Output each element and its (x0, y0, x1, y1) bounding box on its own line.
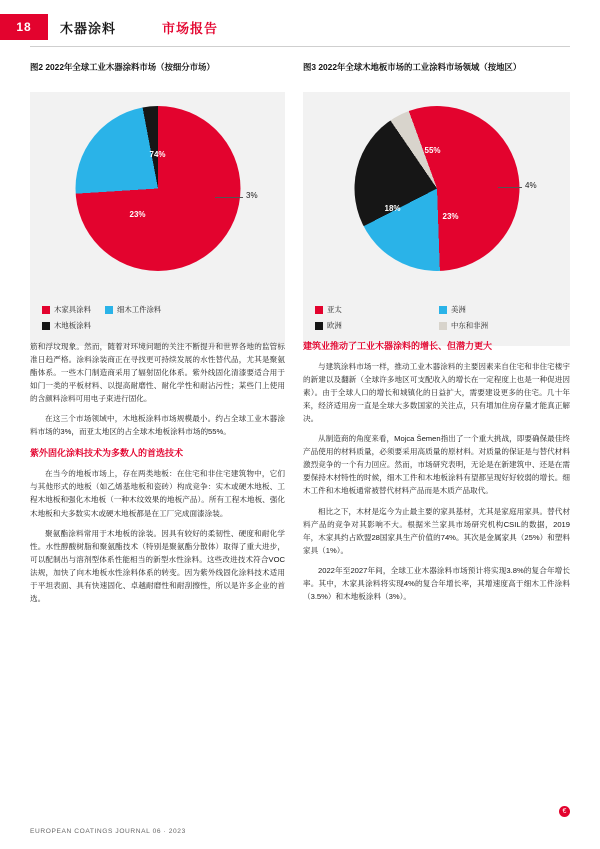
left-subheading: 紫外固化涂料技术为多数人的首选技术 (30, 448, 184, 459)
paragraph: 与建筑涂料市场一样，推动工业木器涂料的主要因素来自住宅和非住宅楼宇的新建以及翻新（全球许多地区可支配收入的增长在一定程度上也是一种促进因素）。由于全球人口的增长和城镇化的日益扩大，需要建设更多的住宅。几十年来，经济适用房一直是全球大多数国家的关注点，只有增加住房存量才能真正解决。 (303, 362, 570, 424)
left-text-column (30, 340, 285, 612)
legend-swatch-icon (105, 306, 113, 314)
figure-3-callout-line (498, 187, 522, 188)
figure-3-caption: 图3 2022年全球木地板市场的工业涂料市场领域（按地区） (303, 62, 522, 72)
figure-3-pie-holder (303, 92, 570, 282)
footer-marker-icon: € (559, 806, 570, 817)
figure-2-caption: 图2 2022年全球工业木器涂料市场（按细分市场） (30, 62, 215, 72)
legend-swatch-icon (315, 306, 323, 314)
paragraph: 从制造商的角度来看，Mojca Šemen指出了一个重大挑战，即要确保最佳终产品使用的材料质量，必须要采用高质量的原材料。对质量的保证是与替代材料激烈竞争的一个有力回应。然而，市场研究表明，无论是在新建筑中、还是在需要保持木材特性的时候，细木工件和木地板涂料有望都呈现好好较弱的增长。细木工件和木地板通常被替代材料产品而是木质产品取代。 (303, 434, 570, 496)
page-header (0, 14, 600, 40)
legend-item (315, 320, 425, 331)
page-number: 18 (0, 14, 48, 40)
figure-3-pie (331, 83, 542, 294)
figure-2 (30, 62, 285, 346)
paragraph: 在这三个市场领域中，木地板涂料市场规模最小。约占全球工业木器涂料市场的3%，而亚太地区的占全球木地板涂料市场的55%。 (30, 414, 285, 437)
legend-label: 美洲 (451, 305, 466, 314)
figure-2-slice-label-1: 74% (149, 150, 166, 159)
figure-3-slice-label-3: 23% (442, 212, 459, 221)
legend-item (42, 320, 91, 331)
paragraph: 2022年至2027年间，全球工业木器涂料市场预计将实现3.8%的复合年增长率。其中，木家具涂料将实现4%的复合年增长率，其增速度高于细木工件涂料（3.5%）和木地板涂料（3%）。 (303, 565, 570, 601)
paragraph: 聚氨酯涂料常用于木地板的涂装。因具有较好的柔韧性、硬度和耐化学性。水性醇酸树脂和聚氨酯技术（特别是聚氨酯分散体）取得了重大进步，可以配制出与溶剂型体系性能相当的新型水性涂料。这些改进技术符合VOC法规，加快了向木地板水性涂料体系的转变。因为紫外线固化涂料技术适用于平坦表面、具有快速固化、卓越耐磨性和耐刮擦性，所以是许多企业的首选。 (30, 528, 285, 603)
paragraph: 筋和浮坟现象。然而，随着对环境问题的关注不断提升和世界各地的监管标准日趋严格。涂料涂装商正在寻找更可持续发展的水性替代品，尤其是聚氨酯体系。一些木门制造商采用了辐射固化体系。紫外线固化清漆要适合用于如门一类的平板材料、以提高耐磨性、耐化学性和耐沾污性；某些门上使用的含颜料涂料可用电子束进行固化。 (30, 342, 285, 404)
header-divider (30, 46, 570, 47)
legend-item (105, 304, 161, 315)
figure-2-pie (75, 106, 240, 271)
paragraph: 相比之下，木材是迄今为止最主要的家具基材，尤其是家庭用家具。替代材料产品的竞争对其影响不大。根据米兰家具市场研究机构CSIL的数据，2019年，木家具约占欧盟28国家具生产价值的74%。其次是金属家具（25%）和塑料家具（1%）。 (303, 506, 570, 555)
legend-item (315, 304, 425, 315)
figure-3-slice-label-4: 4% (525, 181, 537, 190)
legend-swatch-icon (439, 322, 447, 330)
header-title: 木器涂料 (60, 20, 117, 36)
legend-swatch-icon (439, 306, 447, 314)
legend-item (439, 320, 488, 331)
legend-item (439, 304, 466, 315)
legend-item (42, 304, 91, 315)
legend-label: 细木工件涂料 (116, 305, 162, 314)
figure-3-chart (303, 92, 570, 346)
legend-swatch-icon (42, 322, 50, 330)
figure-2-legend (42, 304, 277, 336)
figure-3-slice-label-1: 55% (424, 146, 441, 155)
legend-swatch-icon (315, 322, 323, 330)
legend-label: 中东和非洲 (451, 321, 488, 330)
figure-2-slice-label-3: 3% (246, 191, 258, 200)
footer-text: EUROPEAN COATINGS JOURNAL 06 · 2023 (30, 828, 186, 835)
paragraph: 在当今的地板市场上，存在两类地板：在住宅和非住宅建筑物中，它们与其他形式的地板（如乙烯基地板和瓷砖）构成竞争：实木或硬木地板、工程木地板和强化木地板（一种木纹效果的地板产品）。所有工程木地板、强化木地板和大多数实木或硬木地板都是在工厂完成面漆涂装。 (30, 469, 285, 518)
figure-3-slice-label-2: 18% (384, 204, 401, 213)
legend-swatch-icon (42, 306, 50, 314)
legend-label: 欧洲 (327, 321, 342, 330)
figure-3 (303, 62, 570, 346)
figure-2-chart (30, 92, 285, 346)
right-subheading: 建筑业推动了工业木器涂料的增长、但潜力更大 (303, 341, 493, 351)
figure-2-slice-label-2: 23% (129, 210, 146, 219)
legend-label: 亚太 (327, 305, 342, 314)
figure-2-callout-line (215, 197, 243, 198)
legend-label: 木地板涂料 (54, 321, 91, 330)
legend-label: 木家具涂料 (54, 305, 91, 314)
header-section: 市场报告 (162, 20, 219, 36)
figure-2-pie-holder (30, 92, 285, 282)
right-text-column (303, 340, 570, 610)
figure-3-legend (315, 304, 562, 336)
